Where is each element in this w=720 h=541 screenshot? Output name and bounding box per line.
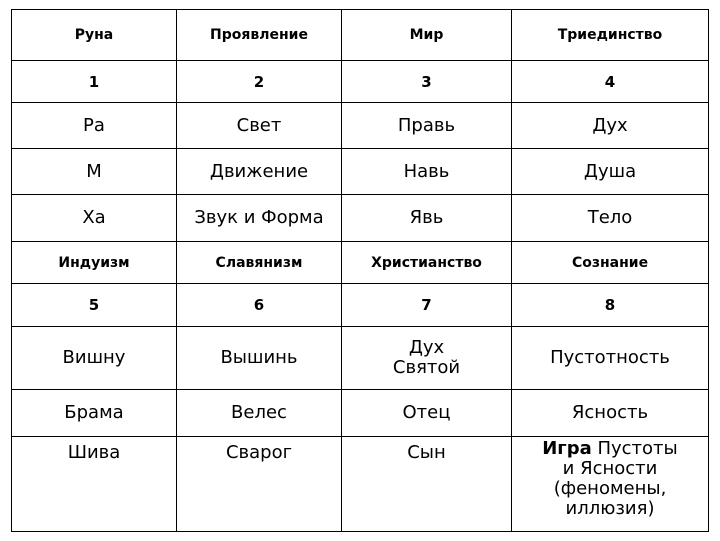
header-cell: Проявление xyxy=(177,10,342,61)
table-cell: Навь xyxy=(342,149,512,195)
header-cell: Мир xyxy=(342,10,512,61)
table-row xyxy=(12,149,709,195)
table-cell: Вышинь xyxy=(177,327,342,390)
table-cell: Правь xyxy=(342,103,512,149)
number-cell: 1 xyxy=(12,61,177,103)
header-cell: Руна xyxy=(12,10,177,61)
table-cell: Движение xyxy=(177,149,342,195)
number-cell: 6 xyxy=(177,284,342,327)
table-cell: М xyxy=(12,149,177,195)
table-cell: Брама xyxy=(12,390,177,437)
table-cell: Ясность xyxy=(512,390,709,437)
number-row xyxy=(12,61,709,103)
header-cell: Христианство xyxy=(342,242,512,284)
table-cell: Тело xyxy=(512,195,709,242)
table-cell: Душа xyxy=(512,149,709,195)
table-cell xyxy=(512,437,709,532)
cell-text: Пустоты и Ясности (феномены, иллюзия) xyxy=(553,438,678,519)
correspondence-table xyxy=(11,9,709,532)
header-cell: Индуизм xyxy=(12,242,177,284)
table-cell: Сварог xyxy=(177,437,342,532)
table-cell: Ха xyxy=(12,195,177,242)
table-cell: Вишну xyxy=(12,327,177,390)
table-cell: Велес xyxy=(177,390,342,437)
header-row xyxy=(12,10,709,61)
emphasis-text: Игра xyxy=(542,438,592,459)
number-cell: 2 xyxy=(177,61,342,103)
table-cell: Пустотность xyxy=(512,327,709,390)
header-cell: Триединство xyxy=(512,10,709,61)
number-row xyxy=(12,284,709,327)
table-cell: Шива xyxy=(12,437,177,532)
header-cell: Сознание xyxy=(512,242,709,284)
number-cell: 5 xyxy=(12,284,177,327)
table-row xyxy=(12,437,709,532)
table-cell: Дух Святой xyxy=(342,327,512,390)
number-cell: 7 xyxy=(342,284,512,327)
table-cell: Дух xyxy=(512,103,709,149)
number-cell: 8 xyxy=(512,284,709,327)
header-cell: Славянизм xyxy=(177,242,342,284)
header-row xyxy=(12,242,709,284)
table-cell: Сын xyxy=(342,437,512,532)
table-row xyxy=(12,195,709,242)
table-cell: Свет xyxy=(177,103,342,149)
table-cell: Звук и Форма xyxy=(177,195,342,242)
table-row xyxy=(12,390,709,437)
table-cell: Ра xyxy=(12,103,177,149)
table-row xyxy=(12,327,709,390)
table-cell: Отец xyxy=(342,390,512,437)
number-cell: 3 xyxy=(342,61,512,103)
table-row xyxy=(12,103,709,149)
number-cell: 4 xyxy=(512,61,709,103)
table-cell: Явь xyxy=(342,195,512,242)
